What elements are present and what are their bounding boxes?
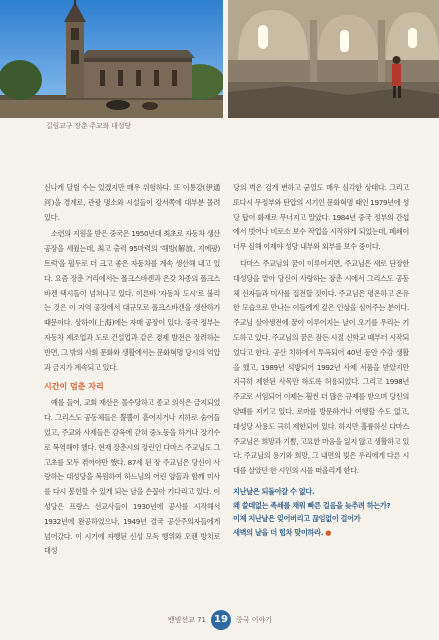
right-text-column (233, 181, 409, 540)
page-number-badge: 19 (211, 610, 231, 630)
quote-line: 왜 쓸데없는 족쇄를 채워 빠른 걸음을 늦추려 하는가? (233, 500, 391, 510)
end-mark-icon: ● (325, 528, 332, 537)
poem-quote (233, 485, 409, 540)
page-footer (0, 610, 439, 630)
quote-line (233, 526, 409, 541)
quote-line-text: 새벽의 날을 더 힘차 맞이하라. (233, 527, 324, 537)
footer-section-name: 중국 이야기 (236, 616, 273, 624)
cathedral-exterior-photo (0, 0, 223, 118)
paragraph: 당의 벽은 검게 변하고 균열도 매우 심각한 상태다. 그리고 또다시 무정부와 탄압의 시기인 문화혁명 때인 1979년에 성당 탑이 화재로 무너지고 말았다. 1984년 중국 정부의 간섭에서 벗어나 비로소 보수 작업을 시작하게 되었는데, 폐쇄이 너무 심해 이제야 성당 내부와 외부를 보수 중이다. (233, 183, 409, 252)
quote-line: 이제 지난날은 잊어버리고 끊임없이 걸어가 (233, 514, 361, 524)
paragraph: 예를 들어, 교회 재산은 몰수당하고 종교 의식은 금지되었다. 그리스도 공동체들은 뿔뿔이 흩어지거나 지하로 숨어들었고, 주교와 사제들은 감옥에 갇혀 중노동을 하거나 장기수로 복역해야 했다. 현재 장춘시의 장린인 다마스 주교님도 그 고초를 모두 겪어야만 했다. 87세 된 장 주교님은 당신이 사랑하는 대성당을 복원하여 하느님의 어린 양들과 함께 미사를 다시 봉헌할 수 있게 되는 날을 손꼽아 기다리고 있다. 이 성당은 프랑스 선교사들이 1930년에 공사를 시작해서 1932년에 완공하였으나, 1949년 결국 공산주의자들에게 넘어갔다. 이 시기에 자행된 신성 모독 행위와 오랜 방치로 대성 (44, 398, 220, 556)
photo-caption: 길림교구 장춘 주교좌 대성당 (46, 122, 131, 130)
photo-strip (0, 0, 439, 118)
section-heading: 시간이 멈춘 자리 (44, 382, 104, 392)
footer-magazine-name: 밴빔선교 71 (167, 616, 206, 624)
paragraph: 다마스 주교님의 꿈이 이루어지면, 주교님은 새로 단장한 대성당을 맡아 당신이 사랑하는 장춘 시에서 그리스도 공동체 신자들과 미사를 집전할 것이다. 주교님은 평온하고 온유한 모습으로 만나는 이들에게 깊은 인상을 심어주는 분이다. 주교님 살아생전에 꿈이 이루어지는 날이 오기를 우리는 기도하고 있다. 주교님의 꿈은 잠든 시절 신학교 때부터 시작되었다고 한다. 공산 치하에서 투옥되어 40년 동안 수감 생활을 했고, 1989년 석방되어 1992년 사제 서품을 받았지만 지극히 제한된 사목만 하도록 허용되었다. 그리고 1998년 주교로 서임되어 이제는 훨씬 더 많은 규제를 받으며 당신의 양떼를 지키고 있다. 로마를 방문하거나 여행할 수도 없고, 대성당 사용도 극히 제한되어 있다. 하지만 훌륭하신 다마스 주교님은 희망과 기쁨, 고요한 마음을 잃지 않고 생활하고 있다. 주교님의 용기와 희망, 그 내면의 빛은 우리에게 다른 시대를 살았던 한 시인의 시를 떠올리게 한다. (233, 258, 409, 476)
quote-line: 지난날은 되돌아갈 수 없다. (233, 486, 315, 496)
cathedral-interior-photo (228, 0, 439, 118)
paragraph: 소련의 지원을 받은 중국은 1950년대 최초로 자동차 생산 공장을 세웠는데, 최고 출력 95마력의 '해방(解放, 지에팡) 트럭'을 필두로 더 크고 좋은 자동차를 계속 생산해 내고 있다. 요즘 장춘 거리에서는 폴크스바겐과 은갖 차종의 폴크스바겐 택시들이 넘쳐나고 있다. 이른바 '자동차 도시'로 불리는 것은 이 지역 공장에서 대규모로 폴크스바겐을 생산하기 때문이다. 상하이(上海)에는 자매 공장이 있다. 중국 정부는 자동차 제조업과 도로 건설업과 같은 경제 발전은 장려하는 반면, 그 밖의 사회 문화와 생활에서는 문화혁명 당시의 억압과 금지가 계속되고 있다. (44, 229, 220, 372)
paragraph: 신나게 달릴 수는 있겠지만 매우 위험하다. 또 이통강(伊通河)을 경계로, 관광 명소와 시설들이 강서쪽에 대부분 몰려 있다. (44, 183, 220, 222)
left-text-column (44, 181, 220, 561)
